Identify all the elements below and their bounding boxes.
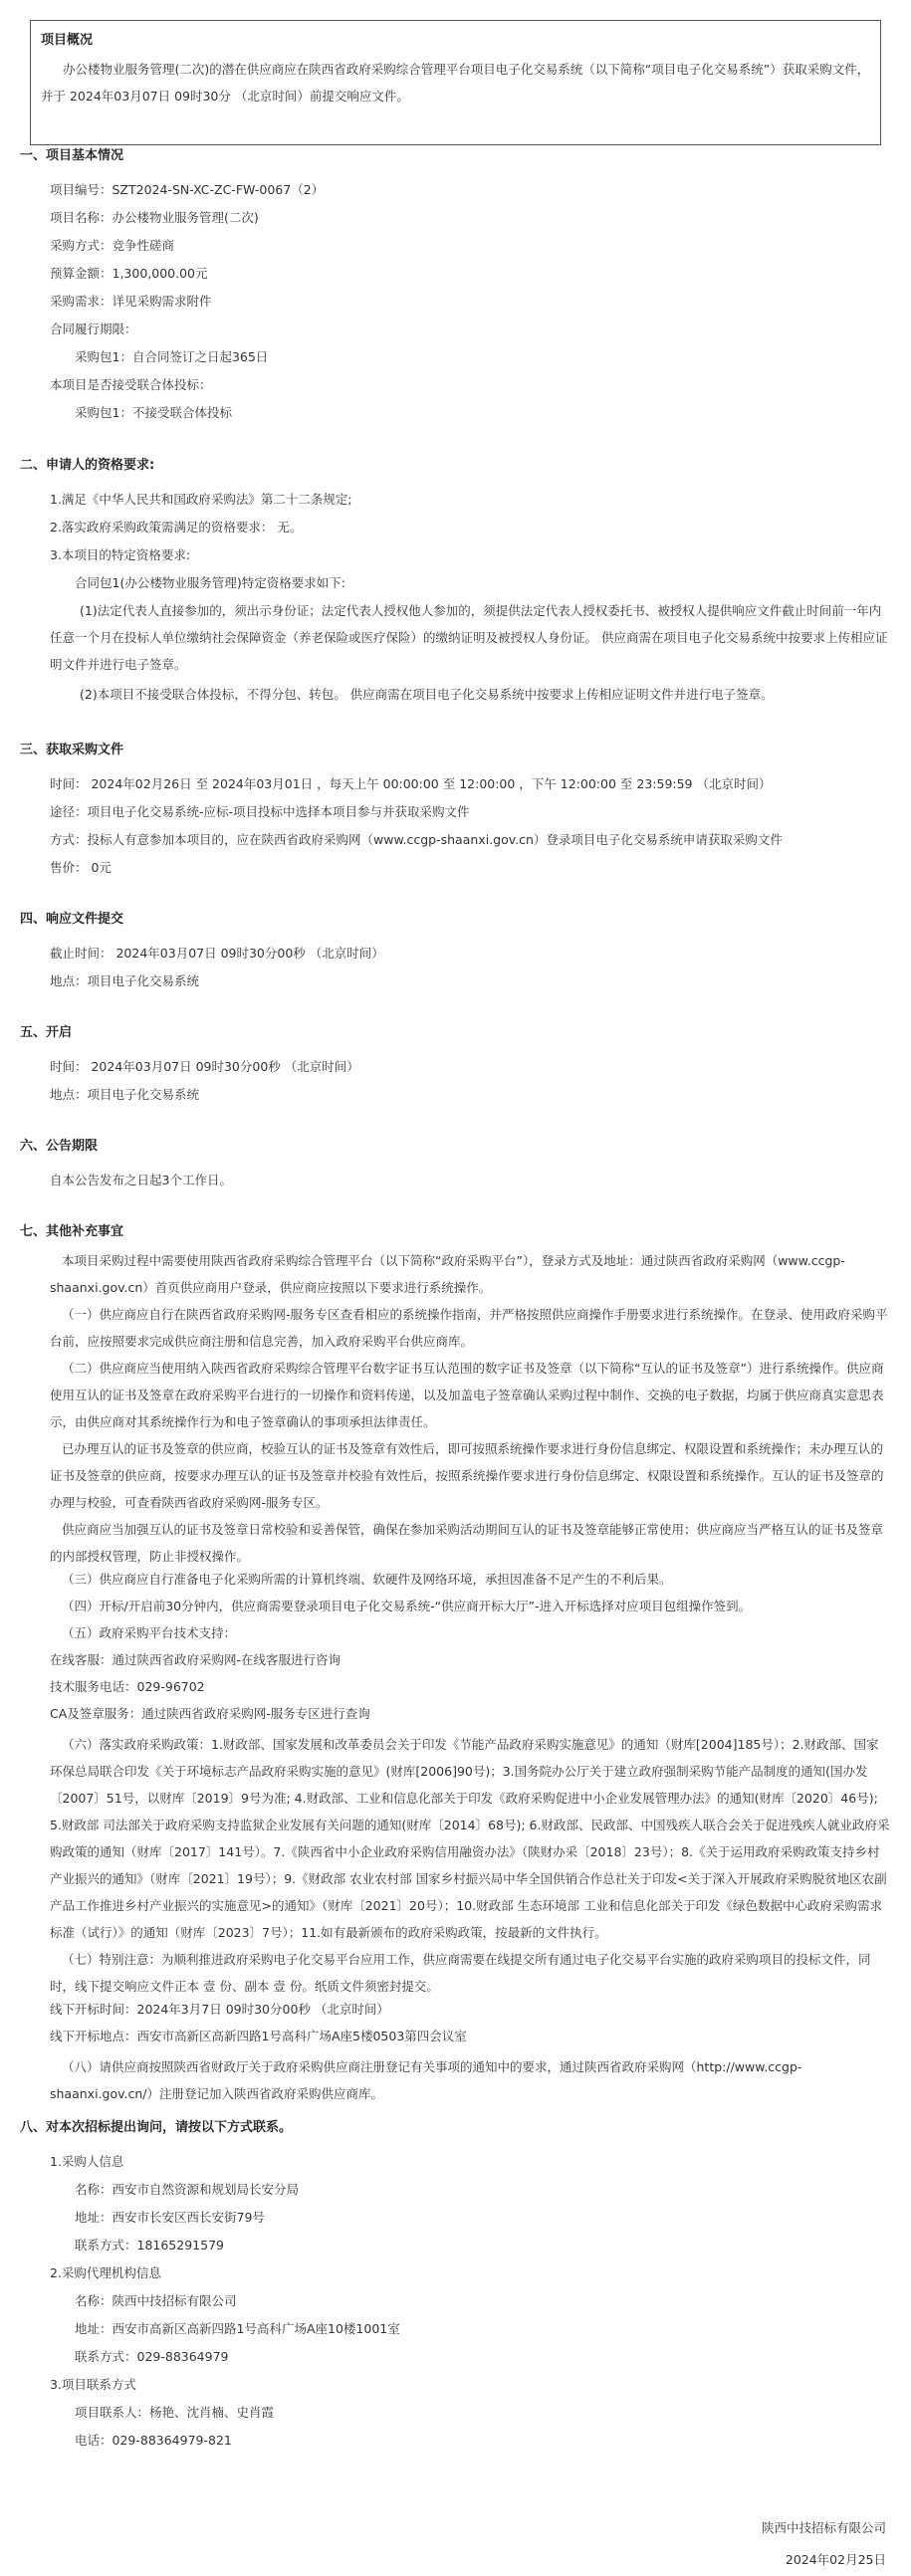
offline-opening-place: 线下开标地点：西安市高新区高新四路1号高科广场A座5楼0503第四会议室	[50, 2029, 467, 2043]
section-8-heading: 八、对本次招标提出询问，请按以下方式联系。	[20, 2120, 293, 2135]
ca-service: CA及签章服务：通过陕西省政府采购网-服务专区进行查询	[50, 1706, 370, 1721]
submission-place: 地点：项目电子化交易系统	[50, 973, 200, 988]
section-1-heading: 一、项目基本情况	[20, 148, 124, 163]
supplementary-item-5: （五）政府采购平台技术支持：	[62, 1625, 237, 1640]
project-number: 项目编号：SZT2024-SN-XC-ZC-FW-0067（2）	[50, 182, 325, 197]
opening-place: 地点：项目电子化交易系统	[50, 1087, 200, 1102]
supplementary-item-1: （一）供应商应自行在陕西省政府采购网-服务专区查看相应的系统操作指南，并严格按照供应商操作手册要求进行系统操作。在登录、使用政府采购平台前，应按照要求完成供应商注册和信息完善，加入政府采购平台供应商库。	[50, 1307, 888, 1349]
notice-period-text: 自本公告发布之日起3个工作日。	[50, 1173, 232, 1187]
agent-address: 地址：西安市高新区高新四路1号高科广场A座10楼1001室	[75, 2321, 400, 2336]
project-contact-phone: 电话：029-88364979-821	[75, 2433, 232, 2448]
contract-period-package: 采购包1：自合同签订之日起365日	[75, 349, 269, 364]
acquire-channel: 途径：项目电子化交易系统-应标-项目投标中选择本项目参与并获取采购文件	[50, 804, 470, 819]
issue-date: 2024年02月25日	[785, 2552, 886, 2567]
project-contact-heading: 3.项目联系方式	[50, 2377, 136, 2392]
project-name: 项目名称：办公楼物业服务管理(二次)	[50, 210, 259, 225]
acquire-method: 方式：投标人有意参加本项目的，应在陕西省政府采购网（www.ccgp-shaanxi.gov.cn）登录项目电子化交易系统申请获取采购文件	[50, 832, 783, 847]
issuer-organization: 陕西中技招标有限公司	[761, 2520, 886, 2535]
tech-support-phone: 技术服务电话：029-96702	[50, 1679, 205, 1694]
section-5-heading: 五、开启	[20, 1025, 73, 1040]
supplementary-item-7: （七）特别注意：为顺利推进政府采购电子化交易平台应用工作，供应商需要在线提交所有通过电子化交易平台实施的政府采购项目的投标文件，同时，线下提交响应文件正本 壹 份、副本 壹 份。纸质文件须密封提交。	[50, 1952, 871, 1994]
qualification-item-1: 1.满足《中华人民共和国政府采购法》第二十二条规定;	[50, 492, 352, 507]
supplementary-item-2-cont: 已办理互认的证书及签章的供应商，校验互认的证书及签章有效性后，即可按照系统操作要求进行身份信息绑定、权限设置和系统操作；未办理互认的证书及签章的供应商，按要求办理互认的证书及签章并校验有效性后，按照系统操作要求进行身份信息绑定、权限设置和系统操作。互认的证书及签章的办理与校验，可查看陕西省政府采购网-服务专区。	[50, 1441, 884, 1510]
agent-phone: 联系方式：029-88364979	[75, 2349, 229, 2364]
supplementary-item-3: （三）供应商应自行准备电子化采购所需的计算机终端、软硬件及网络环境，承担因准备不足产生的不利后果。	[62, 1572, 672, 1587]
procurement-demand: 采购需求：详见采购需求附件	[50, 294, 212, 309]
qualification-requirement-2: (2)本项目不接受联合体投标，不得分包、转包。 供应商需在项目电子化交易系统中按要求上传相应证明文件并进行电子签章。	[80, 687, 774, 702]
acquire-price: 售价： 0元	[50, 860, 112, 875]
overview-text: 办公楼物业服务管理(二次)的潜在供应商应在陕西省政府采购综合管理平台项目电子化交易系统（以下简称“项目电子化交易系统”）获取采购文件，并于 2024年03月07日 09时30分 （北京时间）前提交响应文件。	[41, 62, 870, 104]
supplementary-item-2-cont2: 供应商应当加强互认的证书及签章日常校验和妥善保管，确保在参加采购活动期间互认的证书及签章能够正常使用；供应商应当严格互认的证书及签章的内部授权管理，防止非授权操作。	[50, 1522, 884, 1564]
consortium-package: 采购包1：不接受联合体投标	[75, 405, 232, 420]
qualification-item-2: 2.落实政府采购政策需满足的资格要求： 无。	[50, 520, 303, 535]
buyer-name: 名称：西安市自然资源和规划局长安分局	[75, 2182, 300, 2197]
supplementary-item-4: （四）开标/开启前30分钟内，供应商需要登录项目电子化交易系统-“供应商开标大厅”-进入开标选择对应项目包组操作签到。	[62, 1599, 752, 1613]
project-contact-people: 项目联系人：杨艳、沈肖楠、史肖霞	[75, 2405, 275, 2420]
online-service: 在线客服：通过陕西省政府采购网-在线客服进行咨询	[50, 1652, 342, 1667]
submission-deadline: 截止时间： 2024年03月07日 09时30分00秒 （北京时间）	[50, 946, 384, 961]
qualification-item-3: 3.本项目的特定资格要求:	[50, 547, 191, 562]
buyer-address: 地址：西安市长安区西长安街79号	[75, 2210, 265, 2225]
section-3-heading: 三、获取采购文件	[20, 743, 124, 757]
supplementary-intro: 本项目采购过程中需要使用陕西省政府采购综合管理平台（以下简称“政府采购平台”），登录方式及地址：通过陕西省政府采购网（www.ccgp-shaanxi.gov.cn）首页供应商用户登录，供应商应按照以下要求进行系统操作。	[50, 1253, 845, 1295]
overview-title: 项目概况	[41, 33, 94, 48]
procurement-method: 采购方式：竞争性磋商	[50, 238, 175, 253]
section-6-heading: 六、公告期限	[20, 1139, 99, 1154]
agent-name: 名称：陕西中技招标有限公司	[75, 2293, 237, 2308]
budget-amount: 预算金额：1,300,000.00元	[50, 266, 208, 281]
buyer-phone: 联系方式：18165291579	[75, 2238, 224, 2253]
supplementary-item-2: （二）供应商应当使用纳入陕西省政府采购综合管理平台数字证书互认范围的数字证书及签章（以下简称“互认的证书及签章”）进行系统操作。供应商使用互认的证书及签章在政府采购平台进行的一切操作和资料传递，以及加盖电子签章确认采购过程中制作、交换的电子数据，均属于供应商真实意思表示，由供应商对其系统操作行为和电子签章确认的事项承担法律责任。	[50, 1361, 884, 1429]
supplementary-item-8: （八）请供应商按照陕西省财政厅关于政府采购供应商注册登记有关事项的通知中的要求，通过陕西省政府采购网（http://www.ccgp-shaanxi.gov.cn/）注册登记加入陕西省政府采购供应商库。	[50, 2059, 802, 2101]
project-overview-box	[30, 20, 881, 145]
opening-time: 时间： 2024年03月07日 09时30分00秒 （北京时间）	[50, 1059, 359, 1074]
supplementary-item-6-policy: （六）落实政府采购政策：1.财政部、国家发展和改革委员会关于印发《节能产品政府采购实施意见》的通知（财库[2004]185号）；2.财政部、国家环保总局联合印发《关于环境标志产品政府采购实施的意见》(财库[2006]90号)；3.国务院办公厅关于建立政府强制采购节能产品制度的通知(国办发〔2007〕51号，以财库〔2019〕9号为准; 4.财政部、工业和信息化部关于印发《政府采购促进中小企业发展管理办法》的通知(财库〔2020〕46号); 5.财政部 司法部关于政府采购支持监狱企业发展有关问题的通知(财库〔2014〕68号); 6.财政部、民政部、中国残疾人联合会关于促进残疾人就业政府采购政策的通知（财库〔2017〕141号）。7.《陕西省中小企业政府采购信用融资办法》（陕财办采〔2018〕23号）；8.《关于运用政府采购政策支持乡村产业振兴的通知》（财库〔2021〕19号）；9.《财政部 农业农村部 国家乡村振兴局中华全国供销合作总社关于印发<关于深入开展政府采购脱贫地区农副产品工作推进乡村产业振兴的实施意见>的通知》（财库〔2021〕20号）；10.财政部 生态环境部 工业和信息化部关于印发《绿色数据中心政府采购需求标准（试行）》的通知（财库〔2023〕7号）；11.如有最新颁布的政府采购政策，按最新的文件执行。	[50, 1737, 890, 1940]
offline-opening-time: 线下开标时间：2024年3月7日 09时30分00秒 （北京时间）	[50, 2002, 389, 2017]
contract-period-label: 合同履行期限：	[50, 322, 137, 336]
section-4-heading: 四、响应文件提交	[20, 912, 124, 927]
qualification-requirement-1: (1)法定代表人直接参加的，须出示身份证；法定代表人授权他人参加的，须提供法定代表人授权委托书、被授权人提供响应文件截止时间前一年内任意一个月在投标人单位缴纳社会保障资金（养老保险或医疗保险）的缴纳证明及被授权人身份证。 供应商需在项目电子化交易系统中按要求上传相应证明文件并进行电子签章。	[50, 603, 888, 672]
acquire-time: 时间： 2024年02月26日 至 2024年03月01日 ，每天上午 00:00:00 至 12:00:00 ，下午 12:00:00 至 23:59:59 （北京时间）	[50, 776, 772, 791]
section-2-heading: 二、申请人的资格要求:	[20, 458, 155, 473]
consortium-label: 本项目是否接受联合体投标：	[50, 377, 212, 392]
package-qualification-intro: 合同包1(办公楼物业服务管理)特定资格要求如下:	[75, 575, 345, 590]
buyer-info-heading: 1.采购人信息	[50, 2154, 124, 2169]
agent-info-heading: 2.采购代理机构信息	[50, 2265, 161, 2280]
section-7-heading: 七、其他补充事宜	[20, 1224, 124, 1239]
